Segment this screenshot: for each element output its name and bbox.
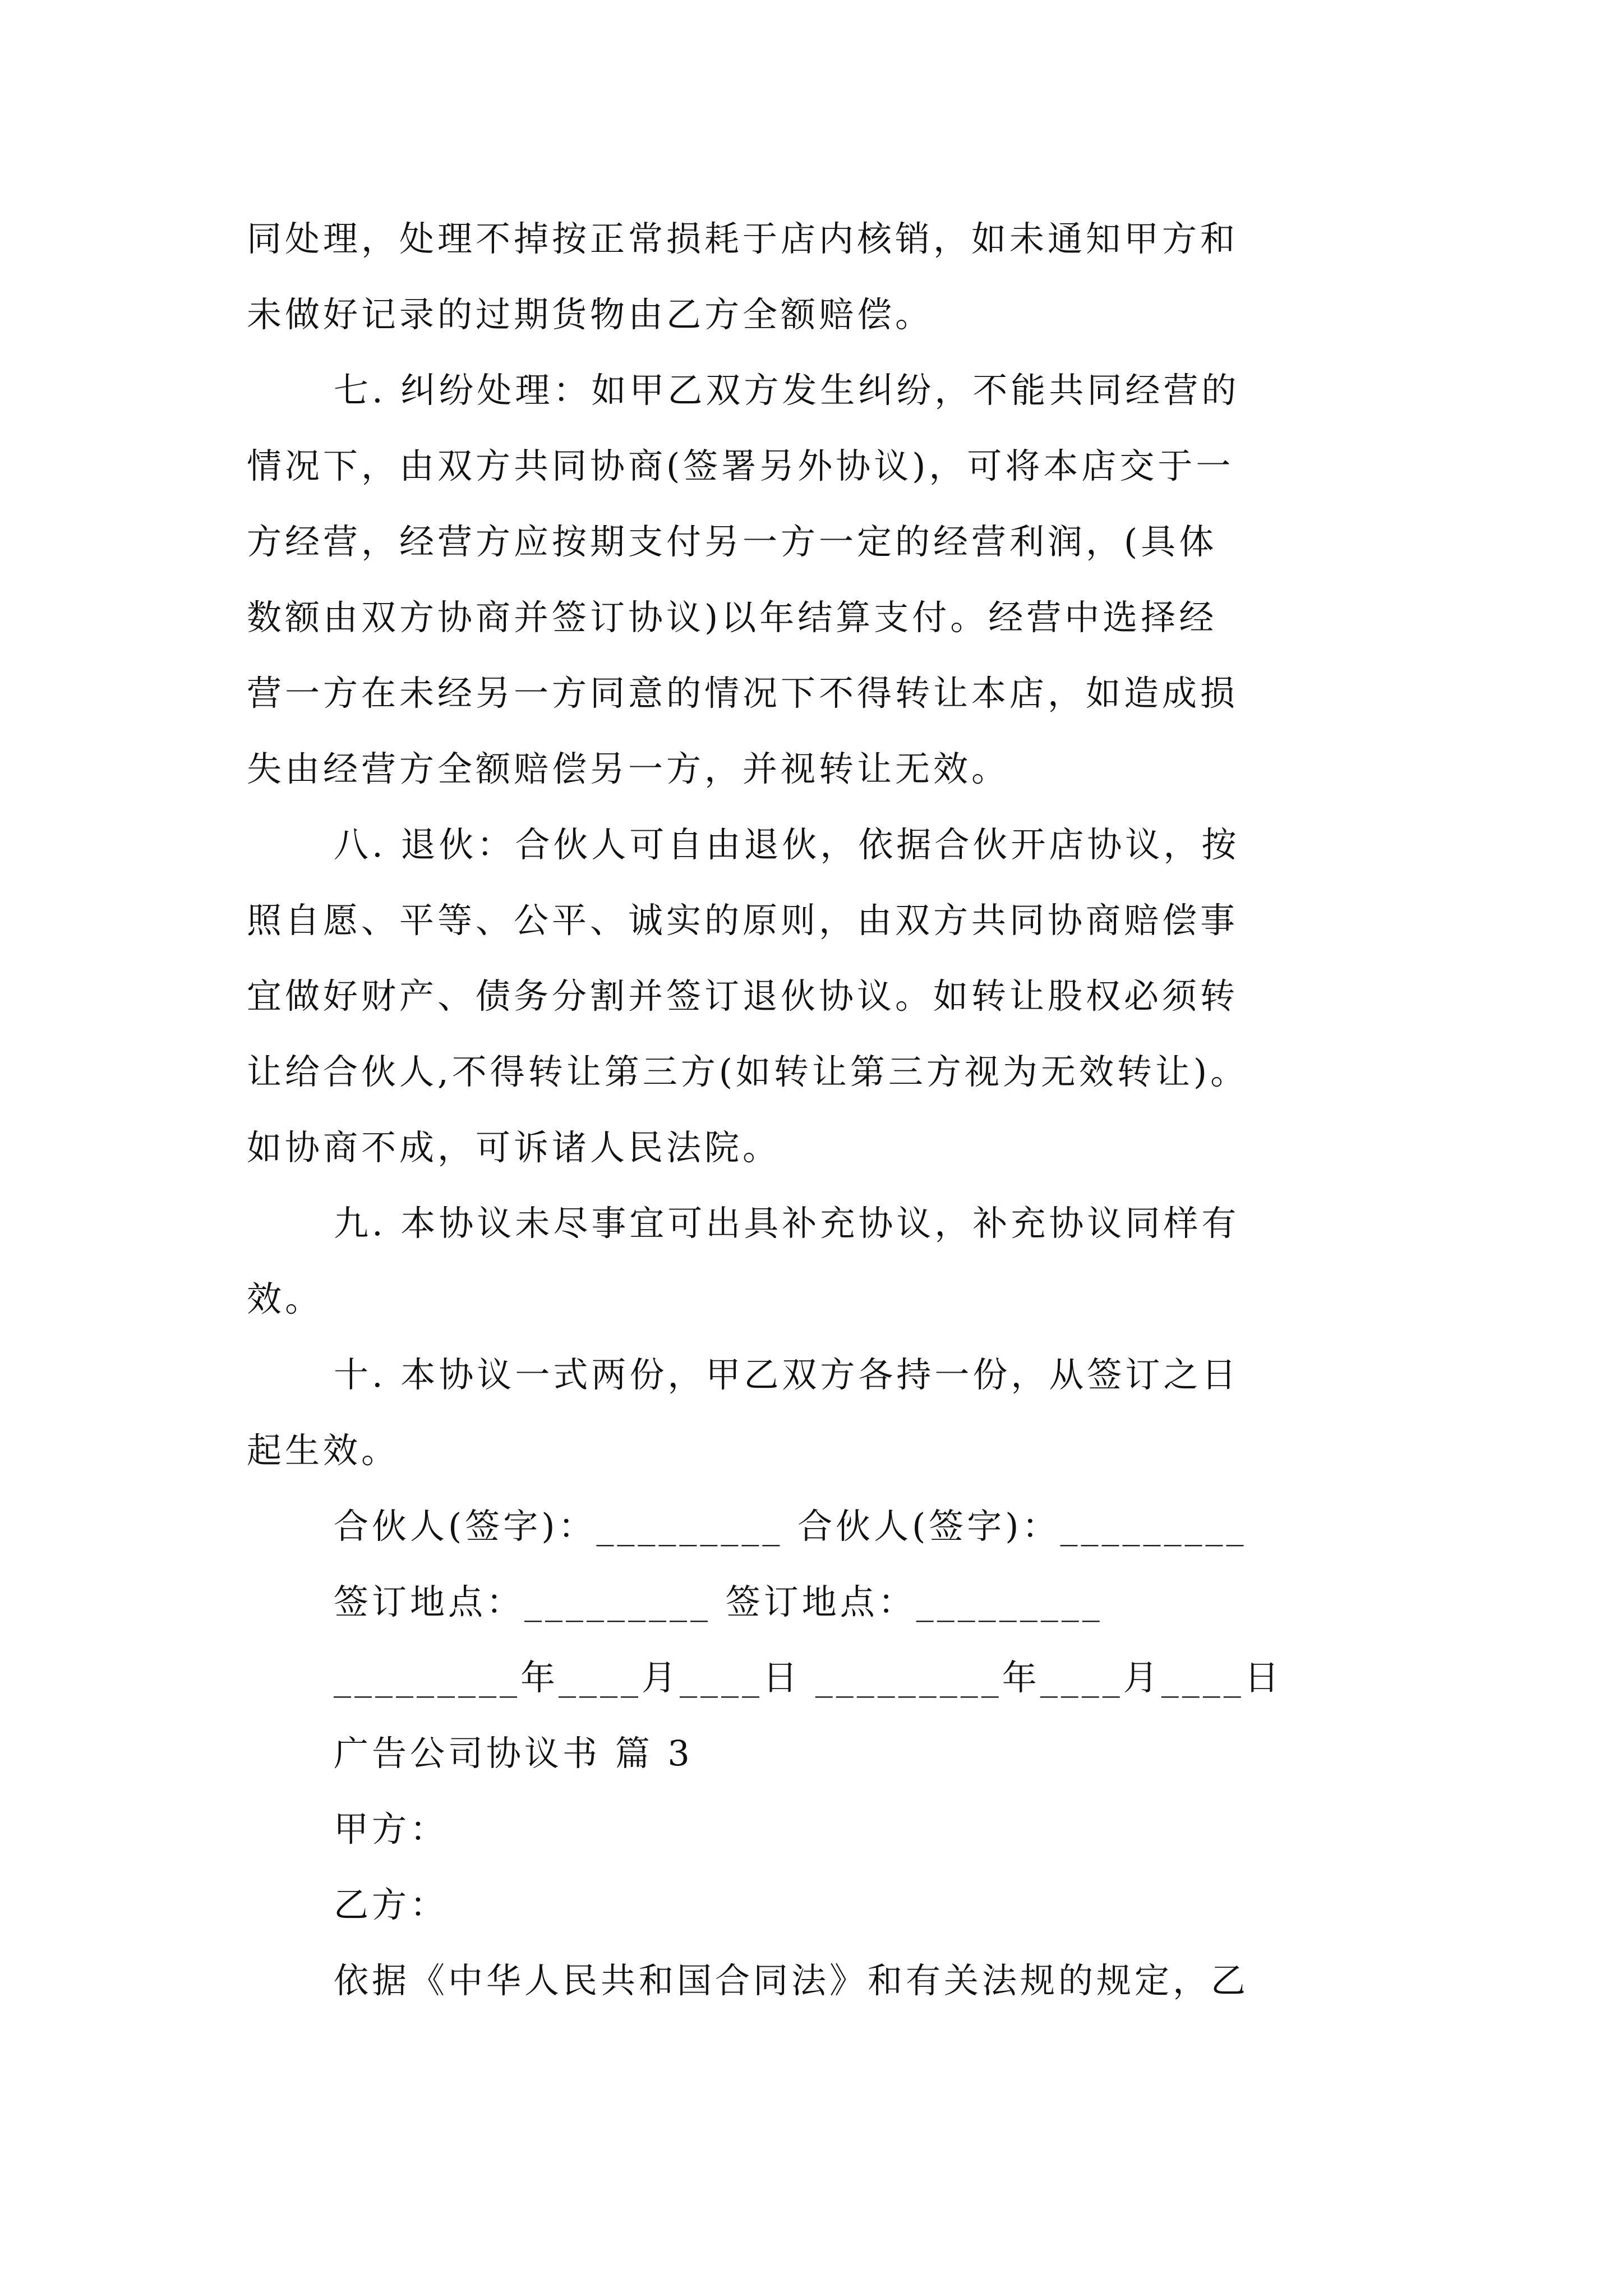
party-b-label: 乙方： (334, 1884, 449, 1925)
body-text-line: 情况下，由双方共同协商(签署另外协议)，可将本店交于一 (247, 445, 1234, 486)
body-text-line: 同处理，处理不掉按正常损耗于店内核销，如未通知甲方和 (247, 218, 1239, 259)
signature-line: 合伙人(签字)：_________ 合伙人(签字)：_________ (334, 1506, 1247, 1547)
clause-7-heading-line: 七. 纠纷处理：如甲乙双方发生纠纷，不能共同经营的 (334, 370, 1240, 411)
body-text-line: 起生效。 (247, 1430, 400, 1471)
date-line: _________年____月____日 _________年____月____日 (334, 1657, 1283, 1698)
body-text-line: 营一方在未经另一方同意的情况下不得转让本店，如造成损 (247, 673, 1239, 714)
section-title: 广告公司协议书 篇 3 (334, 1733, 693, 1774)
body-text-line: 照自愿、平等、公平、诚实的原则，由双方共同协商赔偿事 (247, 900, 1239, 941)
party-a-label: 甲方： (334, 1809, 449, 1849)
clause-8-heading-line: 八. 退伙：合伙人可自由退伙，依据合伙开店协议，按 (334, 824, 1240, 865)
signing-place-line: 签订地点：_________ 签订地点：_________ (334, 1581, 1103, 1622)
body-text-line: 方经营，经营方应按期支付另一方一定的经营利润，(具体 (247, 521, 1218, 562)
body-text-line: 依据《中华人民共和国合同法》和有关法规的规定，乙 (334, 1960, 1249, 2001)
body-text-line: 宜做好财产、债务分割并签订退伙协议。如转让股权必须转 (247, 976, 1239, 1016)
body-text-line: 如协商不成，可诉诸人民法院。 (247, 1127, 781, 1168)
body-text-line: 让给合伙人,不得转让第三方(如转让第三方视为无效转让)。 (247, 1051, 1249, 1092)
body-text-line: 数额由双方协商并签订协议)以年结算支付。经营中选择经 (247, 597, 1218, 638)
body-text-line: 失由经营方全额赔偿另一方，并视转让无效。 (247, 748, 1010, 789)
body-text-line: 未做好记录的过期货物由乙方全额赔偿。 (247, 294, 934, 335)
body-text-line: 效。 (247, 1278, 324, 1319)
clause-10-heading-line: 十. 本协议一式两份，甲乙双方各持一份，从签订之日 (334, 1354, 1240, 1395)
clause-9-heading-line: 九. 本协议未尽事宜可出具补充协议，补充协议同样有 (334, 1203, 1240, 1244)
